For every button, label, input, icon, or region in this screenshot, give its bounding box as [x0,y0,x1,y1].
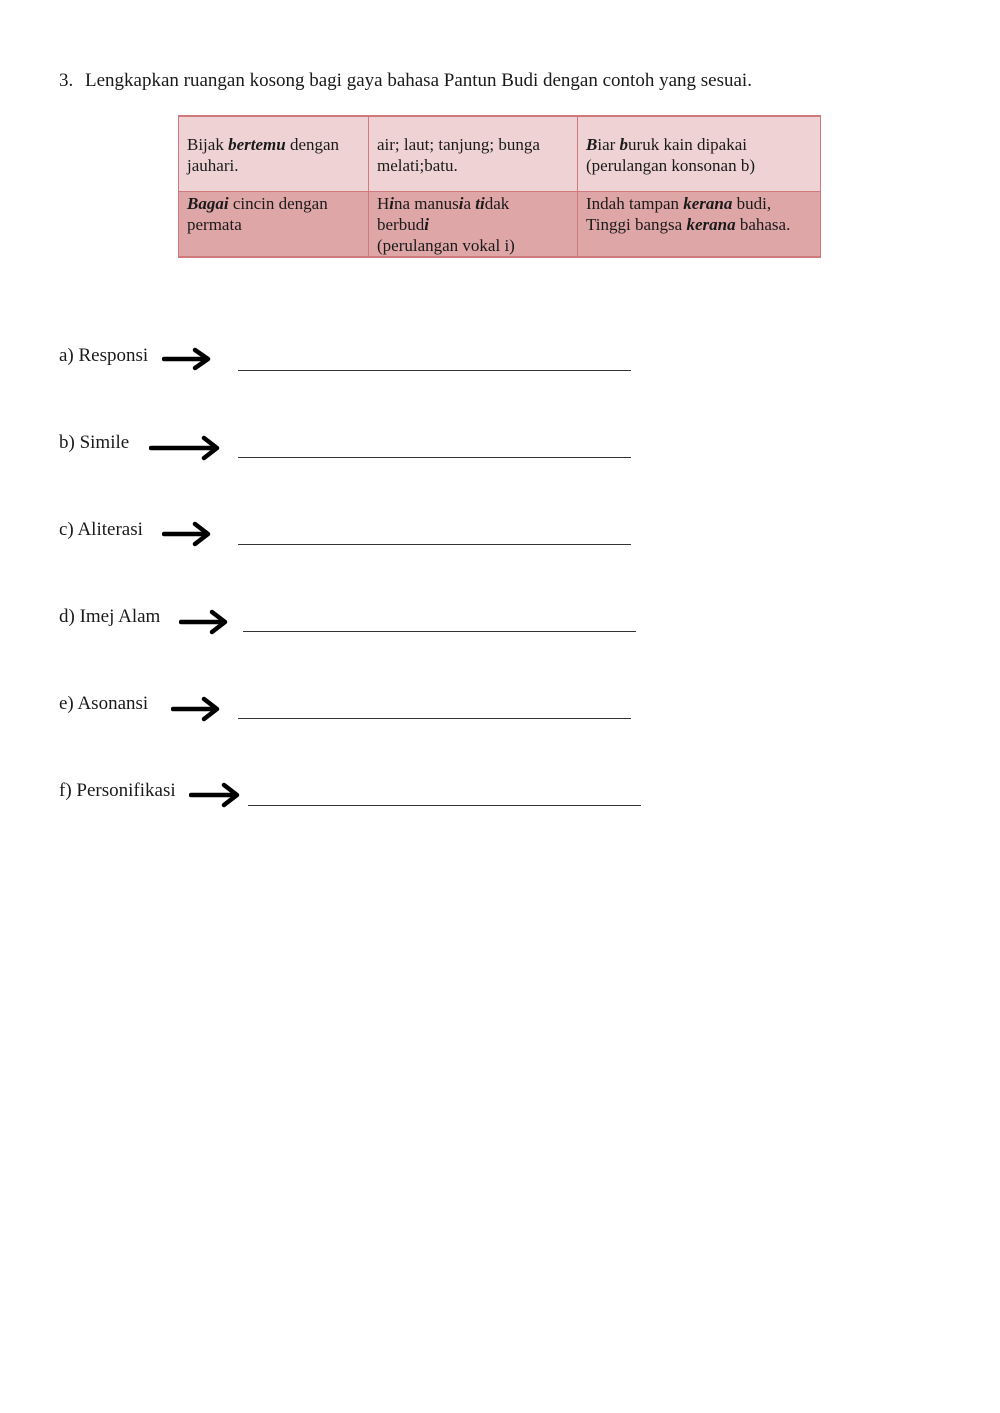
cell-line [586,214,812,235]
cell-line [377,155,569,176]
cell-line [377,235,569,256]
table-cell [179,116,369,191]
answer-blank[interactable] [238,718,631,719]
item-label: b) Simile [59,432,130,453]
right-arrow-icon [171,696,221,722]
emphasis-text: b [619,135,629,154]
emphasis-text: kerana [683,193,733,213]
table-cell [578,116,821,191]
cell-line [187,134,360,155]
right-arrow-icon [189,782,241,808]
cell-line [187,155,360,176]
cell-text: na manus [394,193,459,213]
cell-text: H [377,193,390,213]
right-arrow-icon [149,435,221,461]
answer-blank[interactable] [238,370,631,371]
cell-line [586,193,812,214]
cell-text: iar [597,135,620,154]
table-cell [179,191,369,257]
item-label: d) Imej Alam [59,606,161,627]
question-heading [59,70,752,92]
cell-text: berbud [377,214,425,234]
cell-text: (perulangan vokal i) [377,235,515,255]
emphasis-text: ti [475,193,485,213]
emphasis-text: i [458,193,464,213]
examples-table [178,115,821,258]
emphasis-text: bertemu [228,135,286,154]
question-text: Lengkapkan ruangan kosong bagi gaya bahasa Pantun Budi dengan contoh yang sesuai. [85,70,752,91]
cell-line [377,214,569,235]
item-label: f) Personifikasi [59,780,176,801]
right-arrow-icon [179,609,229,635]
table-cell [578,191,821,257]
cell-line [187,193,360,214]
cell-line [377,134,569,155]
table-cell [369,116,578,191]
cell-text: Indah tampan [586,193,684,213]
item-label: c) Aliterasi [59,519,143,540]
emphasis-text: kerana [686,214,736,234]
cell-text: melati;batu. [377,156,458,175]
cell-text: (perulangan konsonan b) [586,156,756,175]
cell-text: dak [484,193,510,213]
cell-text: permata [187,214,242,234]
cell-text: bahasa. [735,214,791,234]
cell-text: a [463,193,476,213]
right-arrow-icon [162,347,212,371]
item-label: e) Asonansi [59,693,149,714]
cell-text: air; laut; tanjung; bunga [377,135,540,154]
answer-blank[interactable] [238,544,631,545]
cell-text: dengan [285,135,340,154]
answer-blank[interactable] [238,457,631,458]
emphasis-text: i [389,193,395,213]
answer-blank[interactable] [243,631,636,632]
cell-text: cincin dengan [228,193,328,213]
table-cell [369,191,578,257]
cell-line [187,214,360,235]
cell-line [586,134,812,155]
question-number: 3. [59,70,74,91]
table-row [179,116,821,191]
emphasis-text: Bagai [187,193,229,213]
answer-blank[interactable] [248,805,641,806]
table-row [179,191,821,257]
cell-text: uruk kain dipakai [628,135,747,154]
right-arrow-icon [162,521,212,547]
emphasis-text: i [424,214,429,234]
cell-line [377,193,569,214]
cell-line [586,155,812,176]
cell-text: Tinggi bangsa [586,214,687,234]
cell-text: budi, [732,193,772,213]
cell-text: Bijak [187,135,229,154]
item-label: a) Responsi [59,345,149,366]
cell-text: jauhari. [187,156,239,175]
emphasis-text: B [586,135,598,154]
